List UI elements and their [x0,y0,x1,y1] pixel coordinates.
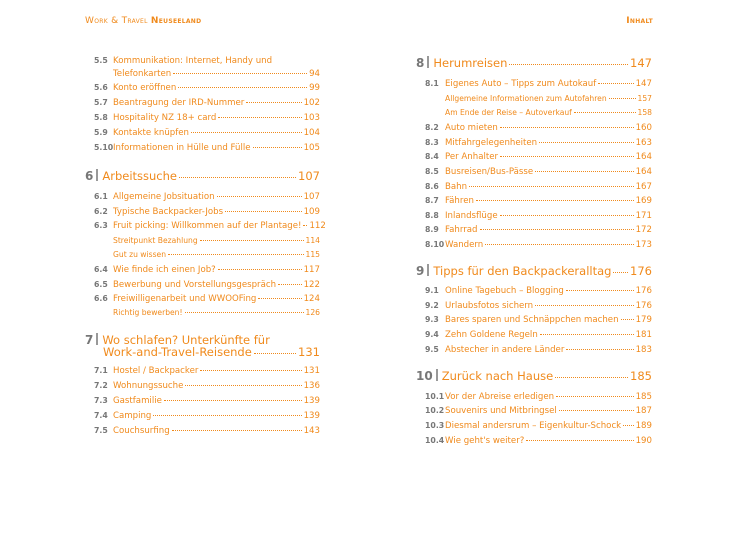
toc-entry[interactable] [425,435,652,447]
entry-title: Fähren [445,196,474,206]
section-number: 9.5 [425,345,439,354]
dot-leader [303,225,307,226]
section-number: 5.5 [94,56,108,65]
dot-leader [500,215,634,216]
chapter-divider [436,369,438,381]
page-number: 126 [305,308,320,317]
dot-leader [480,229,634,230]
entry-title: Urlaubsfotos sichern [445,301,534,311]
entry-title: Typische Backpacker-Jobs [113,207,224,217]
dot-leader [535,305,633,306]
dot-leader [185,312,304,313]
toc-entry[interactable] [94,395,320,407]
section-number: 8.6 [425,182,439,191]
toc-subentry[interactable] [445,93,652,105]
dot-leader [253,147,302,148]
toc-entry[interactable] [94,206,320,218]
toc-entry[interactable] [94,82,320,94]
section-number: 6.6 [94,294,108,303]
toc-entry[interactable] [94,142,320,154]
entry-title: Tipps für den Backpackeralltag [433,264,612,278]
page-number: 176 [635,286,652,296]
toc-entry[interactable] [94,425,320,437]
page-number: 117 [303,265,320,275]
dot-leader [218,269,302,270]
chapter-divider [427,264,429,276]
toc-entry[interactable] [425,344,652,356]
page-number: 107 [298,169,320,183]
section-number: 7.5 [94,426,108,435]
dot-leader [178,87,307,88]
page-number: 107 [303,192,320,202]
chapter-title-first-line: Wo schlafen? Unterkünfte für [102,333,270,347]
section-number: 7.2 [94,381,108,390]
entry-title: Bahn [445,182,468,192]
entry-title: Zehn Goldene Regeln [445,330,538,340]
entry-title: Inlandsflüge [445,211,498,221]
entry-title: Camping [113,411,152,421]
entry-title: Beantragung der IRD-Nummer [113,98,245,108]
dot-leader [164,400,302,401]
entry-title: Fahrrad [445,225,478,235]
page-number: 139 [303,396,320,406]
page-number: 176 [635,301,652,311]
page-number: 114 [305,236,320,245]
section-number: 6.1 [94,192,108,201]
dot-leader [500,156,634,157]
dot-leader [539,142,633,143]
page-number: 102 [303,98,320,108]
section-number: 8.9 [425,225,439,234]
entry-title: Allgemeine Jobsituation [113,192,215,202]
section-number: 6.2 [94,207,108,216]
entry-title: Fruit picking: Willkommen auf der Plantage! [113,221,302,231]
page-number: 147 [635,79,652,89]
toc-entry[interactable] [94,264,320,276]
page-number: 190 [635,436,652,446]
entry-title: Bares sparen und Schnäppchen machen [445,315,619,325]
dot-leader [566,349,633,350]
chapter-divider [96,333,98,345]
section-number: 5.6 [94,83,108,92]
toc-subentry[interactable] [113,249,320,261]
entry-title: Bewerbung und Vorstellungsgespräch [113,280,277,290]
page-number: 171 [635,211,652,221]
entry-title: Richtig bewerben! [113,308,183,317]
page-number: 181 [635,330,652,340]
section-number: 8.3 [425,138,439,147]
entry-title: Work-and-Travel-Reisende [103,345,252,359]
toc-subentry[interactable] [445,107,652,119]
toc-entry[interactable] [425,420,652,432]
page-number: 167 [635,182,652,192]
toc-entry[interactable] [425,239,652,251]
page-number: 189 [635,421,652,431]
entry-title: Auto mieten [445,123,498,133]
dot-leader [217,196,302,197]
section-number: 5.9 [94,128,108,137]
chapter-divider [427,56,429,68]
section-number: 8.1 [425,79,439,88]
entry-title: Kontakte knüpfen [113,128,189,138]
page-number: 163 [635,138,652,148]
dot-leader [555,377,628,378]
dot-leader [185,385,301,386]
toc-chapter[interactable] [416,263,652,278]
toc-subentry[interactable] [113,235,320,247]
toc-subentry[interactable] [113,307,320,319]
toc-entry[interactable] [425,300,652,312]
section-number: 10.2 [425,406,445,415]
header-book-title: Neuseeland [150,16,202,26]
section-number: 9.4 [425,330,439,339]
dot-leader [566,290,634,291]
section-title-first-line: Kommunikation: Internet, Handy und [113,56,273,66]
page-number: 185 [630,369,652,383]
page-number: 172 [635,225,652,235]
toc-entry[interactable] [425,137,652,149]
entry-title: Wie finde ich einen Job? [113,265,216,275]
running-header-right: Inhalt [626,16,653,26]
section-title-line1 [94,55,272,67]
dot-leader [559,410,634,411]
toc-entry[interactable] [425,285,652,297]
toc-entry[interactable] [94,380,320,392]
toc-entry[interactable] [94,191,320,203]
entry-title: Diesmal andersrum – Eigenkultur-Schock [445,421,622,431]
entry-title: Hospitality NZ 18+ card [113,113,217,123]
chapter-number: 6 [85,169,94,183]
page-number: 164 [635,152,652,162]
section-number: 8.4 [425,152,439,161]
toc-entry[interactable] [425,122,652,134]
dot-leader [509,64,628,65]
toc-entry[interactable] [94,127,320,139]
toc-entry[interactable] [425,224,652,236]
section-number: 6.4 [94,265,108,274]
section-number: 9.1 [425,286,439,295]
dot-leader [172,430,302,431]
toc-entry[interactable] [94,97,320,109]
section-number: 9.3 [425,315,439,324]
section-number: 10.3 [425,421,445,430]
dot-leader [535,171,633,172]
entry-title: Konto eröffnen [113,83,177,93]
dot-leader [485,244,633,245]
entry-title: Telefonkarten [113,69,172,79]
entry-title: Informationen in Hülle und Fülle [113,143,251,153]
running-header-left [85,16,201,26]
toc-entry[interactable] [94,112,320,124]
toc-entry[interactable] [425,314,652,326]
dot-leader [254,353,296,354]
toc-entry[interactable] [425,181,652,193]
page-number: 131 [303,366,320,376]
dot-leader [540,334,634,335]
page-number: 103 [303,113,320,123]
header-book-series: Work & Travel [85,16,148,26]
entry-title: Mitfahrgelegenheiten [445,138,538,148]
toc-chapter[interactable] [103,345,320,359]
dot-leader [613,272,628,273]
entry-title: Freiwilligenarbeit und WWOOFing [113,294,257,304]
chapter-divider [96,169,98,181]
page-number: 143 [303,426,320,436]
page-number: 179 [635,315,652,325]
dot-leader [500,127,634,128]
section-number: 5.8 [94,113,108,122]
toc-entry[interactable] [94,365,320,377]
section-number: 10.4 [425,436,445,445]
dot-leader [179,177,296,178]
section-number: 7.4 [94,411,108,420]
section-number: 10.1 [425,392,445,401]
section-number: 6.3 [94,221,108,230]
dot-leader [476,200,634,201]
toc-chapter[interactable] [85,168,320,183]
toc-entry[interactable] [425,166,652,178]
toc-entry[interactable] [425,78,652,90]
entry-title: Couchsurfing [113,426,170,436]
section-number: 8.5 [425,167,439,176]
dot-leader [246,102,301,103]
page-number: 99 [309,83,320,93]
toc-chapter[interactable] [416,368,652,383]
section-number: 5.10 [94,143,114,152]
dot-leader [598,83,633,84]
page-number: 124 [303,294,320,304]
section-number: 8.7 [425,196,439,205]
dot-leader [258,298,301,299]
toc-entry[interactable] [94,279,320,291]
page-number: 105 [303,143,320,153]
section-number: 5.7 [94,98,108,107]
page-number: 160 [635,123,652,133]
page-number: 112 [309,221,326,231]
dot-leader [191,132,302,133]
dot-leader [218,117,301,118]
page-number: 176 [630,264,652,278]
page-number: 115 [305,250,320,259]
toc-entry[interactable] [425,210,652,222]
entry-title: Zurück nach Hause [441,369,554,383]
entry-title: Wandern [445,240,484,250]
dot-leader [168,254,303,255]
toc-entry[interactable] [94,410,320,422]
page-number: 173 [635,240,652,250]
dot-leader [153,415,301,416]
entry-title: Arbeitssuche [102,169,177,183]
entry-title: Abstecher in andere Länder [445,345,565,355]
page-number: 169 [635,196,652,206]
page-number: 136 [303,381,320,391]
entry-title: Vor der Abreise erledigen [445,392,555,402]
section-number: 9.2 [425,301,439,310]
page-number: 104 [303,128,320,138]
page-number: 94 [309,69,320,79]
toc-entry[interactable] [425,405,652,417]
toc-entry[interactable] [425,329,652,341]
entry-title: Wie geht's weiter? [445,436,525,446]
entry-title: Souvenirs und Mitbringsel [445,406,557,416]
entry-title: Hostel / Backpacker [113,366,199,376]
entry-title: Per Anhalter [445,152,499,162]
toc-entry[interactable] [94,293,320,305]
entry-title: Eigenes Auto – Tipps zum Autokauf [445,79,597,89]
entry-title: Gut zu wissen [113,250,167,259]
page-number: 183 [635,345,652,355]
page-number: 147 [630,56,652,70]
section-number: 8.10 [425,240,445,249]
entry-title: Streitpunkt Bezahlung [113,236,198,245]
section-number: 8.2 [425,123,439,132]
page-number: 185 [635,392,652,402]
page-number: 122 [303,280,320,290]
entry-title: Allgemeine Informationen zum Autofahren [445,94,607,103]
section-number: 7.3 [94,396,108,405]
dot-leader [469,186,634,187]
dot-leader [556,396,633,397]
entry-title: Busreisen/Bus-Pässe [445,167,534,177]
page-number: 139 [303,411,320,421]
dot-leader [278,284,302,285]
chapter-number: 9 [416,264,425,278]
page-number: 109 [303,207,320,217]
page-number: 164 [635,167,652,177]
chapter-number: 7 [85,333,94,347]
dot-leader [623,425,633,426]
toc-entry[interactable] [94,220,326,232]
toc-entry[interactable] [425,391,652,403]
chapter-number: 10 [416,369,433,383]
toc-chapter[interactable] [416,55,652,70]
section-number: 7.1 [94,366,108,375]
dot-leader [200,240,304,241]
page-number: 131 [298,345,320,359]
toc-entry[interactable] [425,151,652,163]
entry-title: Herumreisen [433,56,508,70]
page-number: 157 [637,94,652,103]
dot-leader [225,211,302,212]
entry-title: Wohnungssuche [113,381,184,391]
toc-entry[interactable] [425,195,652,207]
entry-title: Online Tagebuch – Blogging [445,286,564,296]
dot-leader [574,112,636,113]
entry-title: Am Ende der Reise – Autoverkauf [445,108,572,117]
dot-leader [621,319,634,320]
toc-entry[interactable] [113,68,320,80]
entry-title: Gastfamilie [113,396,162,406]
dot-leader [526,440,633,441]
dot-leader [173,73,307,74]
page-number: 158 [637,108,652,117]
dot-leader [609,98,636,99]
chapter-number: 8 [416,56,425,70]
page-number: 187 [635,406,652,416]
section-number: 6.5 [94,280,108,289]
section-number: 8.8 [425,211,439,220]
dot-leader [200,370,301,371]
